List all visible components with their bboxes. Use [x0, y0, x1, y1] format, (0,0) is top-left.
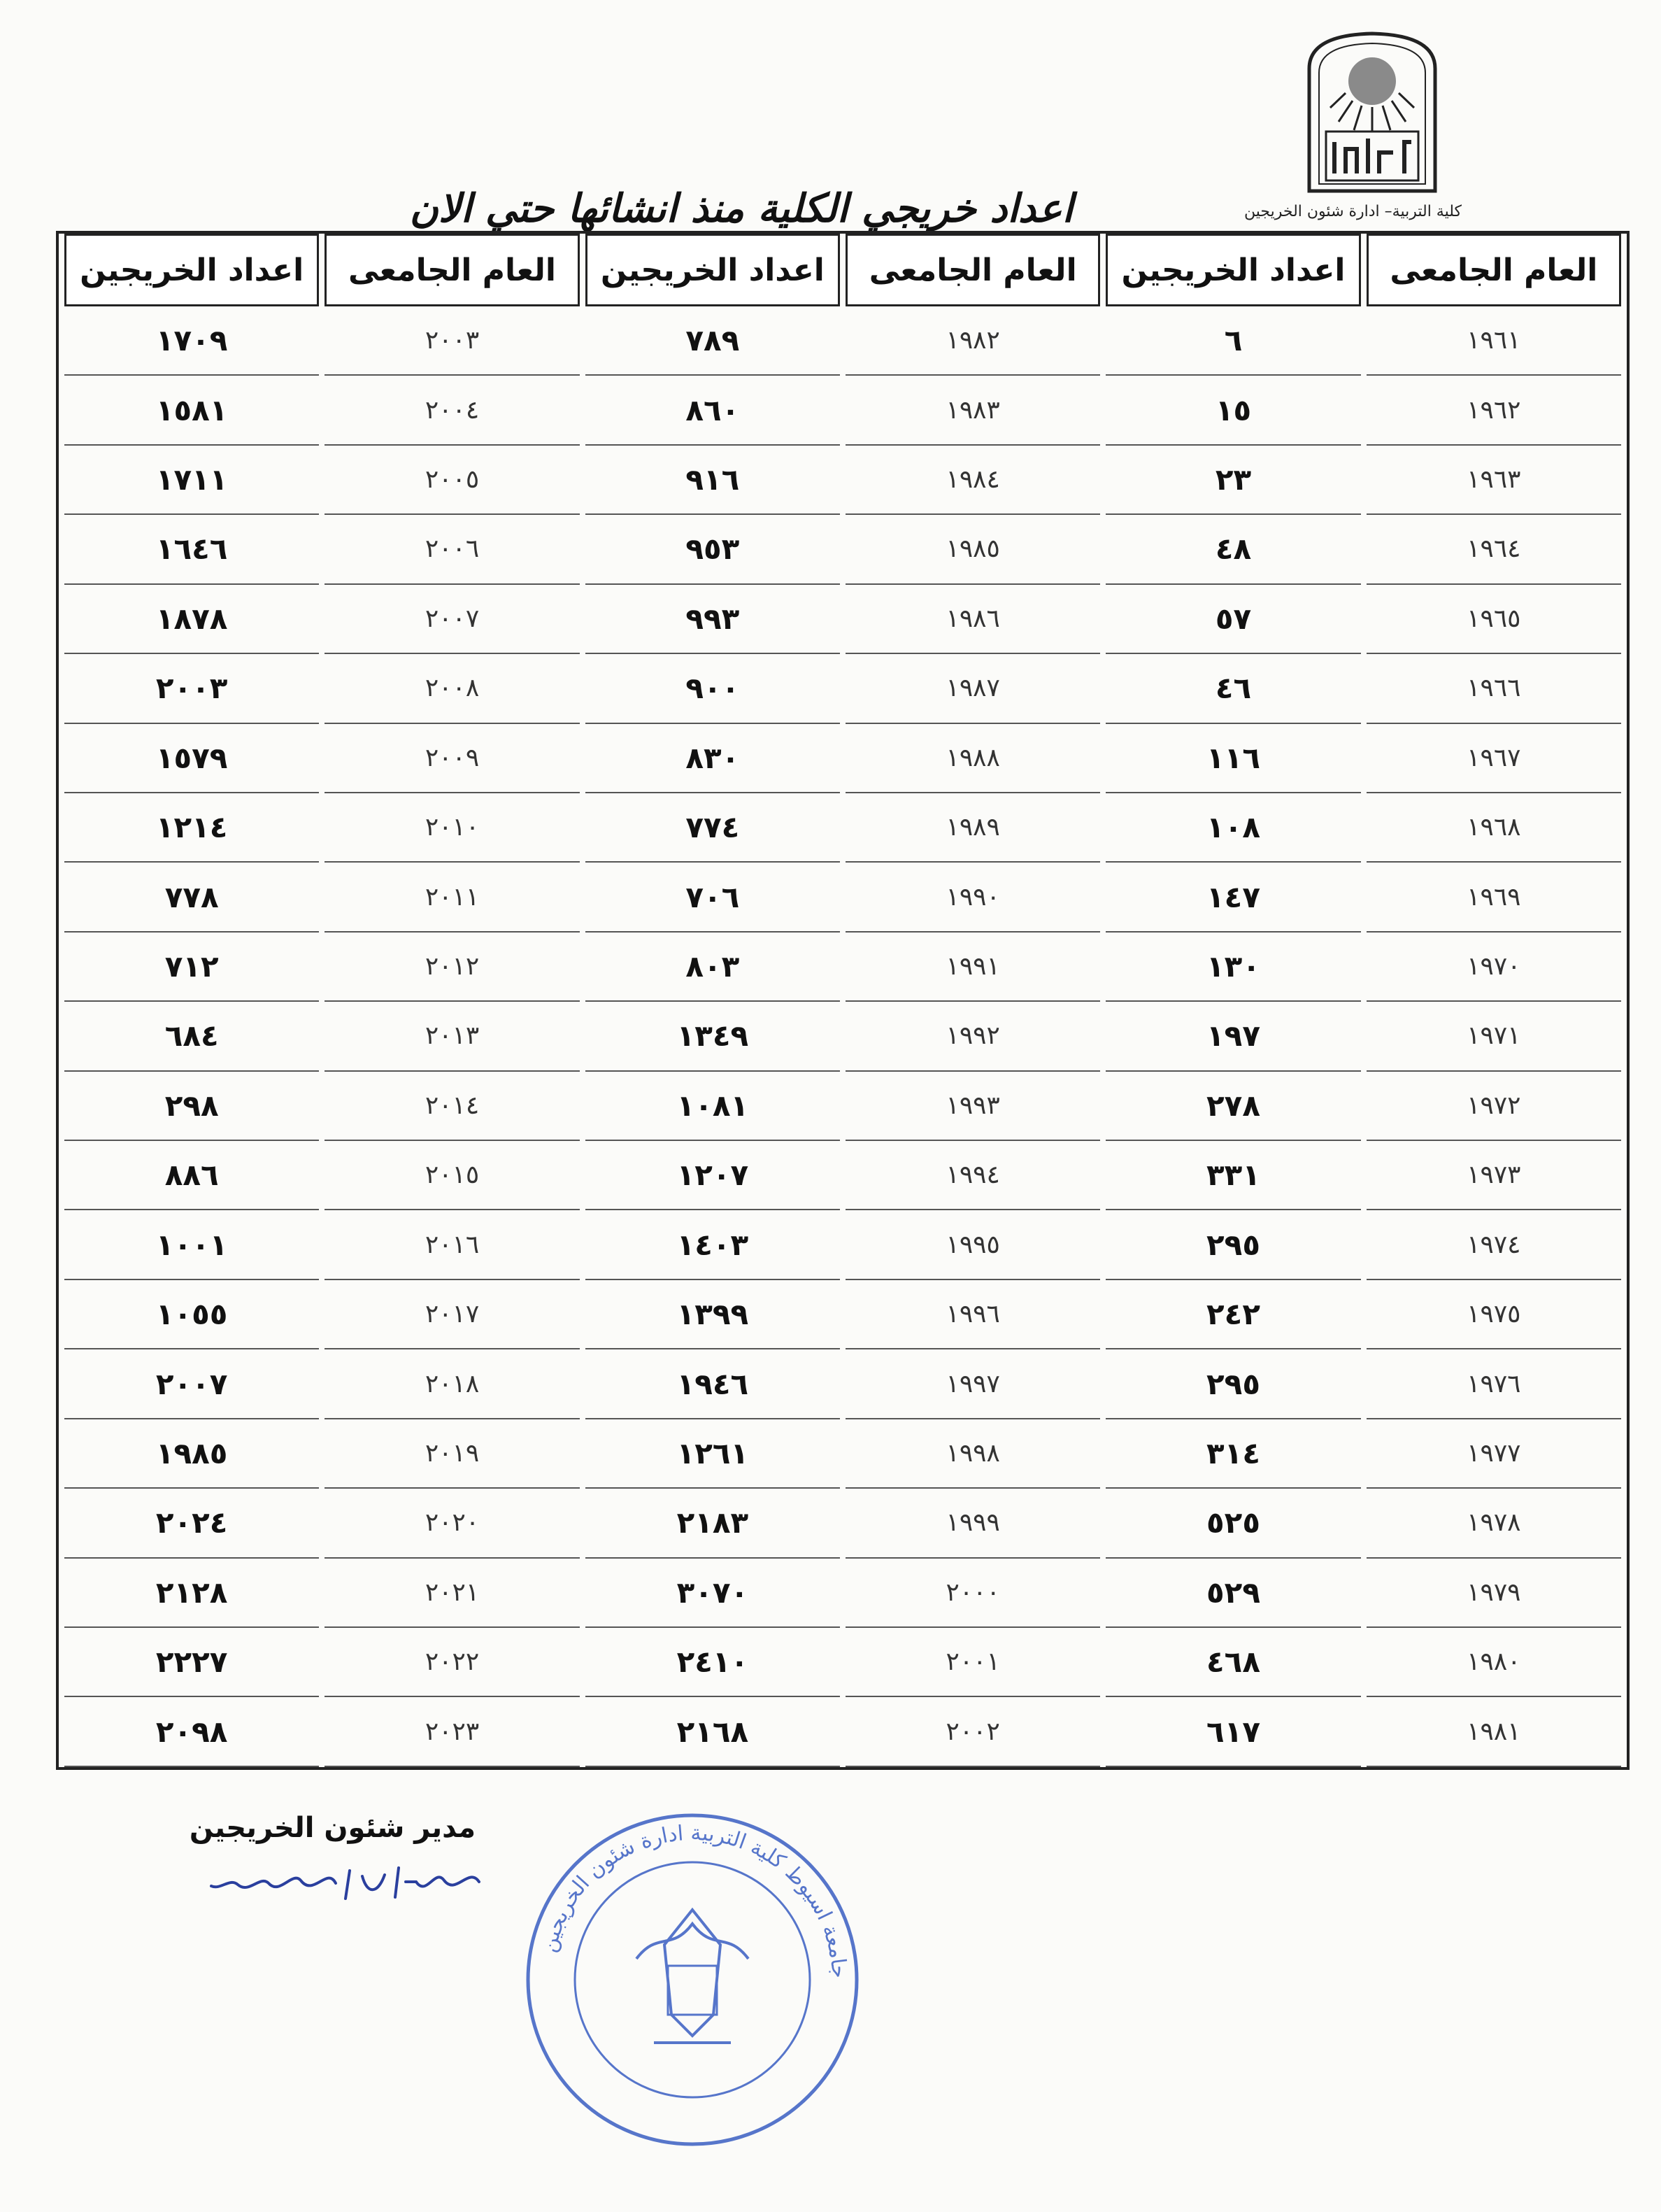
- count-cell: ٨٣٠: [585, 724, 840, 793]
- count-cell: ٨٠٣: [585, 933, 840, 1002]
- university-logo: [1295, 27, 1449, 194]
- year-cell: ٢٠٢٠: [325, 1489, 579, 1558]
- year-cell: ١٩٧٢: [1367, 1072, 1621, 1141]
- table-row: [64, 724, 1621, 793]
- count-cell: ٧٠٦: [585, 863, 840, 932]
- count-cell: ١٣٩٩: [585, 1280, 840, 1349]
- count-cell: ١٠٨١: [585, 1072, 840, 1141]
- count-cell: ٢٤٢: [1106, 1280, 1360, 1349]
- year-cell: ١٩٧٧: [1367, 1419, 1621, 1489]
- header-academic-year: العام الجامعى: [846, 234, 1100, 306]
- table-row: [64, 446, 1621, 515]
- official-stamp: [518, 1805, 867, 2155]
- table-row: [64, 1349, 1621, 1419]
- year-cell: ٢٠٠٣: [325, 306, 579, 376]
- year-cell: ١٩٦٥: [1367, 585, 1621, 654]
- year-cell: ١٩٩٣: [846, 1072, 1100, 1141]
- count-cell: ١١٦: [1106, 724, 1360, 793]
- count-cell: ٢٣: [1106, 446, 1360, 515]
- count-cell: ٢٠٩٨: [64, 1697, 319, 1767]
- year-cell: ١٩٨٢: [846, 306, 1100, 376]
- count-cell: ١٥٨١: [64, 376, 319, 445]
- year-cell: ١٩٦١: [1367, 306, 1621, 376]
- year-cell: ١٩٩٨: [846, 1419, 1100, 1489]
- count-cell: ١٤٠٣: [585, 1210, 840, 1279]
- year-cell: ١٩٧٨: [1367, 1489, 1621, 1558]
- count-cell: ٢٩٥: [1106, 1349, 1360, 1419]
- year-cell: ١٩٨٠: [1367, 1628, 1621, 1697]
- count-cell: ٤٦٨: [1106, 1628, 1360, 1697]
- year-cell: ٢٠٠٨: [325, 654, 579, 723]
- year-cell: ١٩٦٢: [1367, 376, 1621, 445]
- table-row: [64, 376, 1621, 445]
- count-cell: ٨٨٦: [64, 1141, 319, 1210]
- table-row: [64, 1489, 1621, 1558]
- header-graduates-count: اعداد الخريجين: [64, 234, 319, 306]
- count-cell: ١٣٤٩: [585, 1002, 840, 1071]
- year-cell: ٢٠٠٦: [325, 515, 579, 584]
- count-cell: ٧٨٩: [585, 306, 840, 376]
- signatory-title: مدير شئون الخريجين: [189, 1812, 476, 1844]
- handwritten-signature: [196, 1854, 490, 1910]
- count-cell: ١٧١١: [64, 446, 319, 515]
- count-cell: ١٩٤٦: [585, 1349, 840, 1419]
- count-cell: ٤٦: [1106, 654, 1360, 723]
- year-cell: ١٩٨٤: [846, 446, 1100, 515]
- count-cell: ٩١٦: [585, 446, 840, 515]
- year-cell: ١٩٧٣: [1367, 1141, 1621, 1210]
- header-graduates-count: اعداد الخريجين: [585, 234, 840, 306]
- count-cell: ١٥: [1106, 376, 1360, 445]
- year-cell: ١٩٩٠: [846, 863, 1100, 932]
- header-academic-year: العام الجامعى: [1367, 234, 1621, 306]
- count-cell: ١٤٧: [1106, 863, 1360, 932]
- year-cell: ٢٠٠٤: [325, 376, 579, 445]
- year-cell: ٢٠١٦: [325, 1210, 579, 1279]
- header-academic-year: العام الجامعى: [325, 234, 579, 306]
- table-row: [64, 585, 1621, 654]
- year-cell: ١٩٨٦: [846, 585, 1100, 654]
- count-cell: ٧١٢: [64, 933, 319, 1002]
- count-cell: ١٢١٤: [64, 793, 319, 863]
- year-cell: ١٩٧١: [1367, 1002, 1621, 1071]
- faculty-department-line: كلية التربية– ادارة شئون الخريجين: [1244, 203, 1462, 220]
- year-cell: ١٩٨٥: [846, 515, 1100, 584]
- count-cell: ٢٤١٠: [585, 1628, 840, 1697]
- document-title: اعداد خريجي الكلية منذ انشائها حتي الان: [409, 186, 1074, 232]
- year-cell: ١٩٧٩: [1367, 1559, 1621, 1628]
- year-cell: ٢٠٠١: [846, 1628, 1100, 1697]
- count-cell: ١٩٧: [1106, 1002, 1360, 1071]
- year-cell: ١٩٦٦: [1367, 654, 1621, 723]
- graduates-table-frame: [56, 231, 1630, 1770]
- year-cell: ١٩٩٢: [846, 1002, 1100, 1071]
- year-cell: ١٩٨٨: [846, 724, 1100, 793]
- year-cell: ١٩٦٨: [1367, 793, 1621, 863]
- year-cell: ١٩٩١: [846, 933, 1100, 1002]
- year-cell: ١٩٧٠: [1367, 933, 1621, 1002]
- count-cell: ٧٧٨: [64, 863, 319, 932]
- count-cell: ١٠٨: [1106, 793, 1360, 863]
- table-row: [64, 1697, 1621, 1767]
- year-cell: ١٩٩٥: [846, 1210, 1100, 1279]
- year-cell: ١٩٩٧: [846, 1349, 1100, 1419]
- table-row: [64, 1002, 1621, 1071]
- year-cell: ١٩٦٧: [1367, 724, 1621, 793]
- count-cell: ٢١٦٨: [585, 1697, 840, 1767]
- count-cell: ٢٠٠٧: [64, 1349, 319, 1419]
- year-cell: ١٩٩٦: [846, 1280, 1100, 1349]
- count-cell: ٢٧٨: [1106, 1072, 1360, 1141]
- count-cell: ٢٩٥: [1106, 1210, 1360, 1279]
- year-cell: ٢٠٢٢: [325, 1628, 579, 1697]
- table-row: [64, 1419, 1621, 1489]
- count-cell: ١٢٠٧: [585, 1141, 840, 1210]
- year-cell: ٢٠٠٧: [325, 585, 579, 654]
- year-cell: ٢٠٠٢: [846, 1697, 1100, 1767]
- year-cell: ٢٠٠٩: [325, 724, 579, 793]
- count-cell: ٥٧: [1106, 585, 1360, 654]
- count-cell: ٦: [1106, 306, 1360, 376]
- table-row: [64, 793, 1621, 863]
- table-row: [64, 1141, 1621, 1210]
- count-cell: ٢١٢٨: [64, 1559, 319, 1628]
- count-cell: ٤٨: [1106, 515, 1360, 584]
- count-cell: ١٧٠٩: [64, 306, 319, 376]
- year-cell: ٢٠٢١: [325, 1559, 579, 1628]
- count-cell: ٣٣١: [1106, 1141, 1360, 1210]
- year-cell: ١٩٩٩: [846, 1489, 1100, 1558]
- year-cell: ٢٠١٤: [325, 1072, 579, 1141]
- count-cell: ٣١٤: [1106, 1419, 1360, 1489]
- graduates-table: [59, 234, 1627, 1767]
- table-row: [64, 933, 1621, 1002]
- header-graduates-count: اعداد الخريجين: [1106, 234, 1360, 306]
- year-cell: ٢٠١٣: [325, 1002, 579, 1071]
- count-cell: ٢١٨٣: [585, 1489, 840, 1558]
- count-cell: ٣٠٧٠: [585, 1559, 840, 1628]
- table-row: [64, 1280, 1621, 1349]
- year-cell: ٢٠١٢: [325, 933, 579, 1002]
- year-cell: ١٩٨٩: [846, 793, 1100, 863]
- table-header-row: [64, 234, 1621, 306]
- year-cell: ١٩٦٩: [1367, 863, 1621, 932]
- year-cell: ٢٠٠٠: [846, 1559, 1100, 1628]
- count-cell: ٥٢٥: [1106, 1489, 1360, 1558]
- count-cell: ٩٥٣: [585, 515, 840, 584]
- year-cell: ١٩٨١: [1367, 1697, 1621, 1767]
- table-row: [64, 1559, 1621, 1628]
- year-cell: ٢٠١٠: [325, 793, 579, 863]
- year-cell: ١٩٩٤: [846, 1141, 1100, 1210]
- count-cell: ١٠٠١: [64, 1210, 319, 1279]
- year-cell: ٢٠١٩: [325, 1419, 579, 1489]
- stamp-ring-text: جامعة اسيوط كلية التربية ادارة شئون الخريجين: [536, 1820, 852, 1979]
- year-cell: ١٩٦٣: [1367, 446, 1621, 515]
- table-row: [64, 1210, 1621, 1279]
- count-cell: ٨٦٠: [585, 376, 840, 445]
- count-cell: ٧٧٤: [585, 793, 840, 863]
- year-cell: ١٩٨٧: [846, 654, 1100, 723]
- table-row: [64, 306, 1621, 376]
- count-cell: ١٥٧٩: [64, 724, 319, 793]
- count-cell: ٦٨٤: [64, 1002, 319, 1071]
- count-cell: ١٣٠: [1106, 933, 1360, 1002]
- year-cell: ١٩٧٦: [1367, 1349, 1621, 1419]
- count-cell: ٢٠٢٤: [64, 1489, 319, 1558]
- year-cell: ٢٠١١: [325, 863, 579, 932]
- table-row: [64, 863, 1621, 932]
- count-cell: ١٠٥٥: [64, 1280, 319, 1349]
- count-cell: ٥٢٩: [1106, 1559, 1360, 1628]
- year-cell: ٢٠١٧: [325, 1280, 579, 1349]
- year-cell: ٢٠١٨: [325, 1349, 579, 1419]
- year-cell: ١٩٨٣: [846, 376, 1100, 445]
- count-cell: ٩٠٠: [585, 654, 840, 723]
- year-cell: ٢٠٢٣: [325, 1697, 579, 1767]
- year-cell: ٢٠٠٥: [325, 446, 579, 515]
- count-cell: ٩٩٣: [585, 585, 840, 654]
- count-cell: ٢٩٨: [64, 1072, 319, 1141]
- count-cell: ٢٠٠٣: [64, 654, 319, 723]
- count-cell: ٢٢٢٧: [64, 1628, 319, 1697]
- year-cell: ١٩٦٤: [1367, 515, 1621, 584]
- count-cell: ٦١٧: [1106, 1697, 1360, 1767]
- table-row: [64, 654, 1621, 723]
- count-cell: ١٨٧٨: [64, 585, 319, 654]
- count-cell: ١٩٨٥: [64, 1419, 319, 1489]
- year-cell: ١٩٧٤: [1367, 1210, 1621, 1279]
- table-row: [64, 1628, 1621, 1697]
- year-cell: ١٩٧٥: [1367, 1280, 1621, 1349]
- year-cell: ٢٠١٥: [325, 1141, 579, 1210]
- table-row: [64, 1072, 1621, 1141]
- count-cell: ١٦٤٦: [64, 515, 319, 584]
- count-cell: ١٢٦١: [585, 1419, 840, 1489]
- table-row: [64, 515, 1621, 584]
